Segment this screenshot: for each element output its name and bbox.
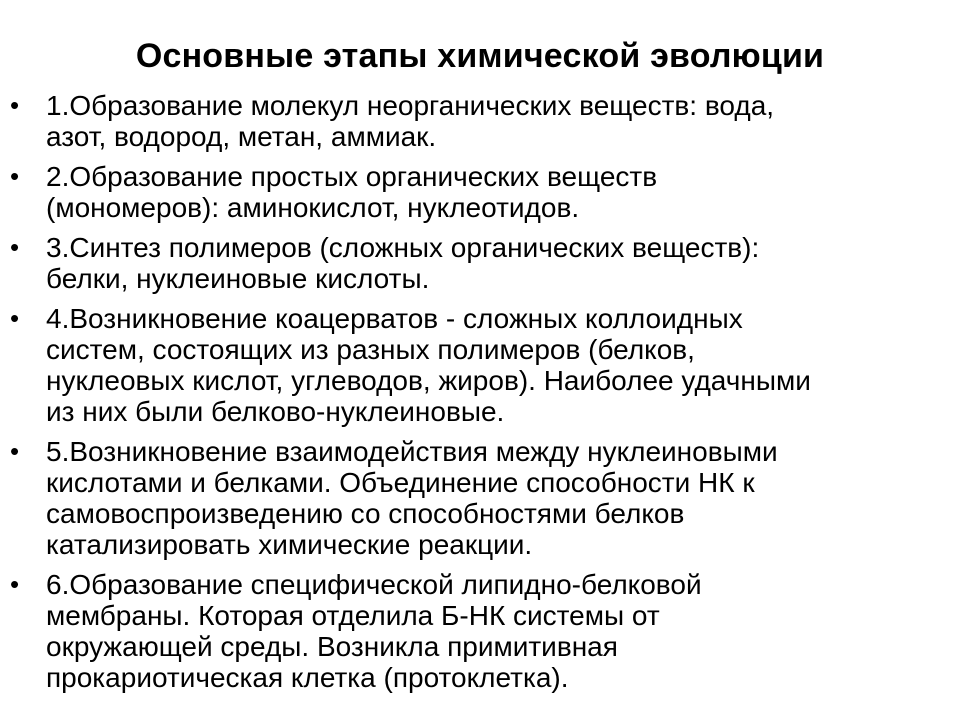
bullet-icon: •	[10, 232, 20, 262]
bullet-text-line: (мономеров): аминокислот, нуклеотидов.	[46, 192, 580, 223]
bullet-text-line: окружающей среды. Возникла примитивная	[46, 631, 618, 662]
bullet-icon: •	[10, 436, 20, 466]
bullet-text-line: 3.Синтез полимеров (сложных органических веществ):	[46, 232, 760, 263]
bullet-text-line: мембраны. Которая отделила Б-НК системы от	[46, 600, 660, 631]
bullet-text-line: белки, нуклеиновые кислоты.	[46, 263, 430, 294]
bullet-text-line: самовоспроизведению со способностями белков	[46, 498, 685, 529]
bullet-icon: •	[10, 90, 20, 120]
bullet-text-line: 6.Образование специфической липидно-белковой	[46, 569, 702, 600]
bullet-icon: •	[10, 569, 20, 599]
bullet-text-line: кислотами и белками. Объединение способности НК к	[46, 467, 755, 498]
bullet-list	[0, 90, 960, 702]
bullet-text-line: 1.Образование молекул неорганических веществ: вода,	[46, 90, 775, 121]
bullet-item-1	[0, 90, 960, 152]
bullet-text-line: прокариотическая клетка (протоклетка).	[46, 662, 569, 693]
bullet-text-line: 4.Возникновение коацерватов - сложных коллоидных	[46, 303, 743, 334]
bullet-text-line: 2.Образование простых органических веществ	[46, 161, 658, 192]
bullet-text-line: систем, состоящих из разных полимеров (белков,	[46, 334, 695, 365]
bullet-item-5	[0, 436, 960, 560]
bullet-item-2	[0, 161, 960, 223]
bullet-icon: •	[10, 161, 20, 191]
bullet-item-4	[0, 303, 960, 427]
bullet-item-3	[0, 232, 960, 294]
bullet-text-line: катализировать химические реакции.	[46, 529, 533, 560]
bullet-text-line: 5.Возникновение взаимодействия между нуклеиновыми	[46, 436, 778, 467]
bullet-text-line: из них были белково-нуклеиновые.	[46, 396, 505, 427]
bullet-icon: •	[10, 303, 20, 333]
bullet-text-line: нуклеовых кислот, углеводов, жиров). Наиболее удачными	[46, 365, 811, 396]
bullet-item-6	[0, 569, 960, 693]
bullet-text-line: азот, водород, метан, аммиак.	[46, 121, 437, 152]
slide-title: Основные этапы химической эволюции	[135, 37, 825, 75]
